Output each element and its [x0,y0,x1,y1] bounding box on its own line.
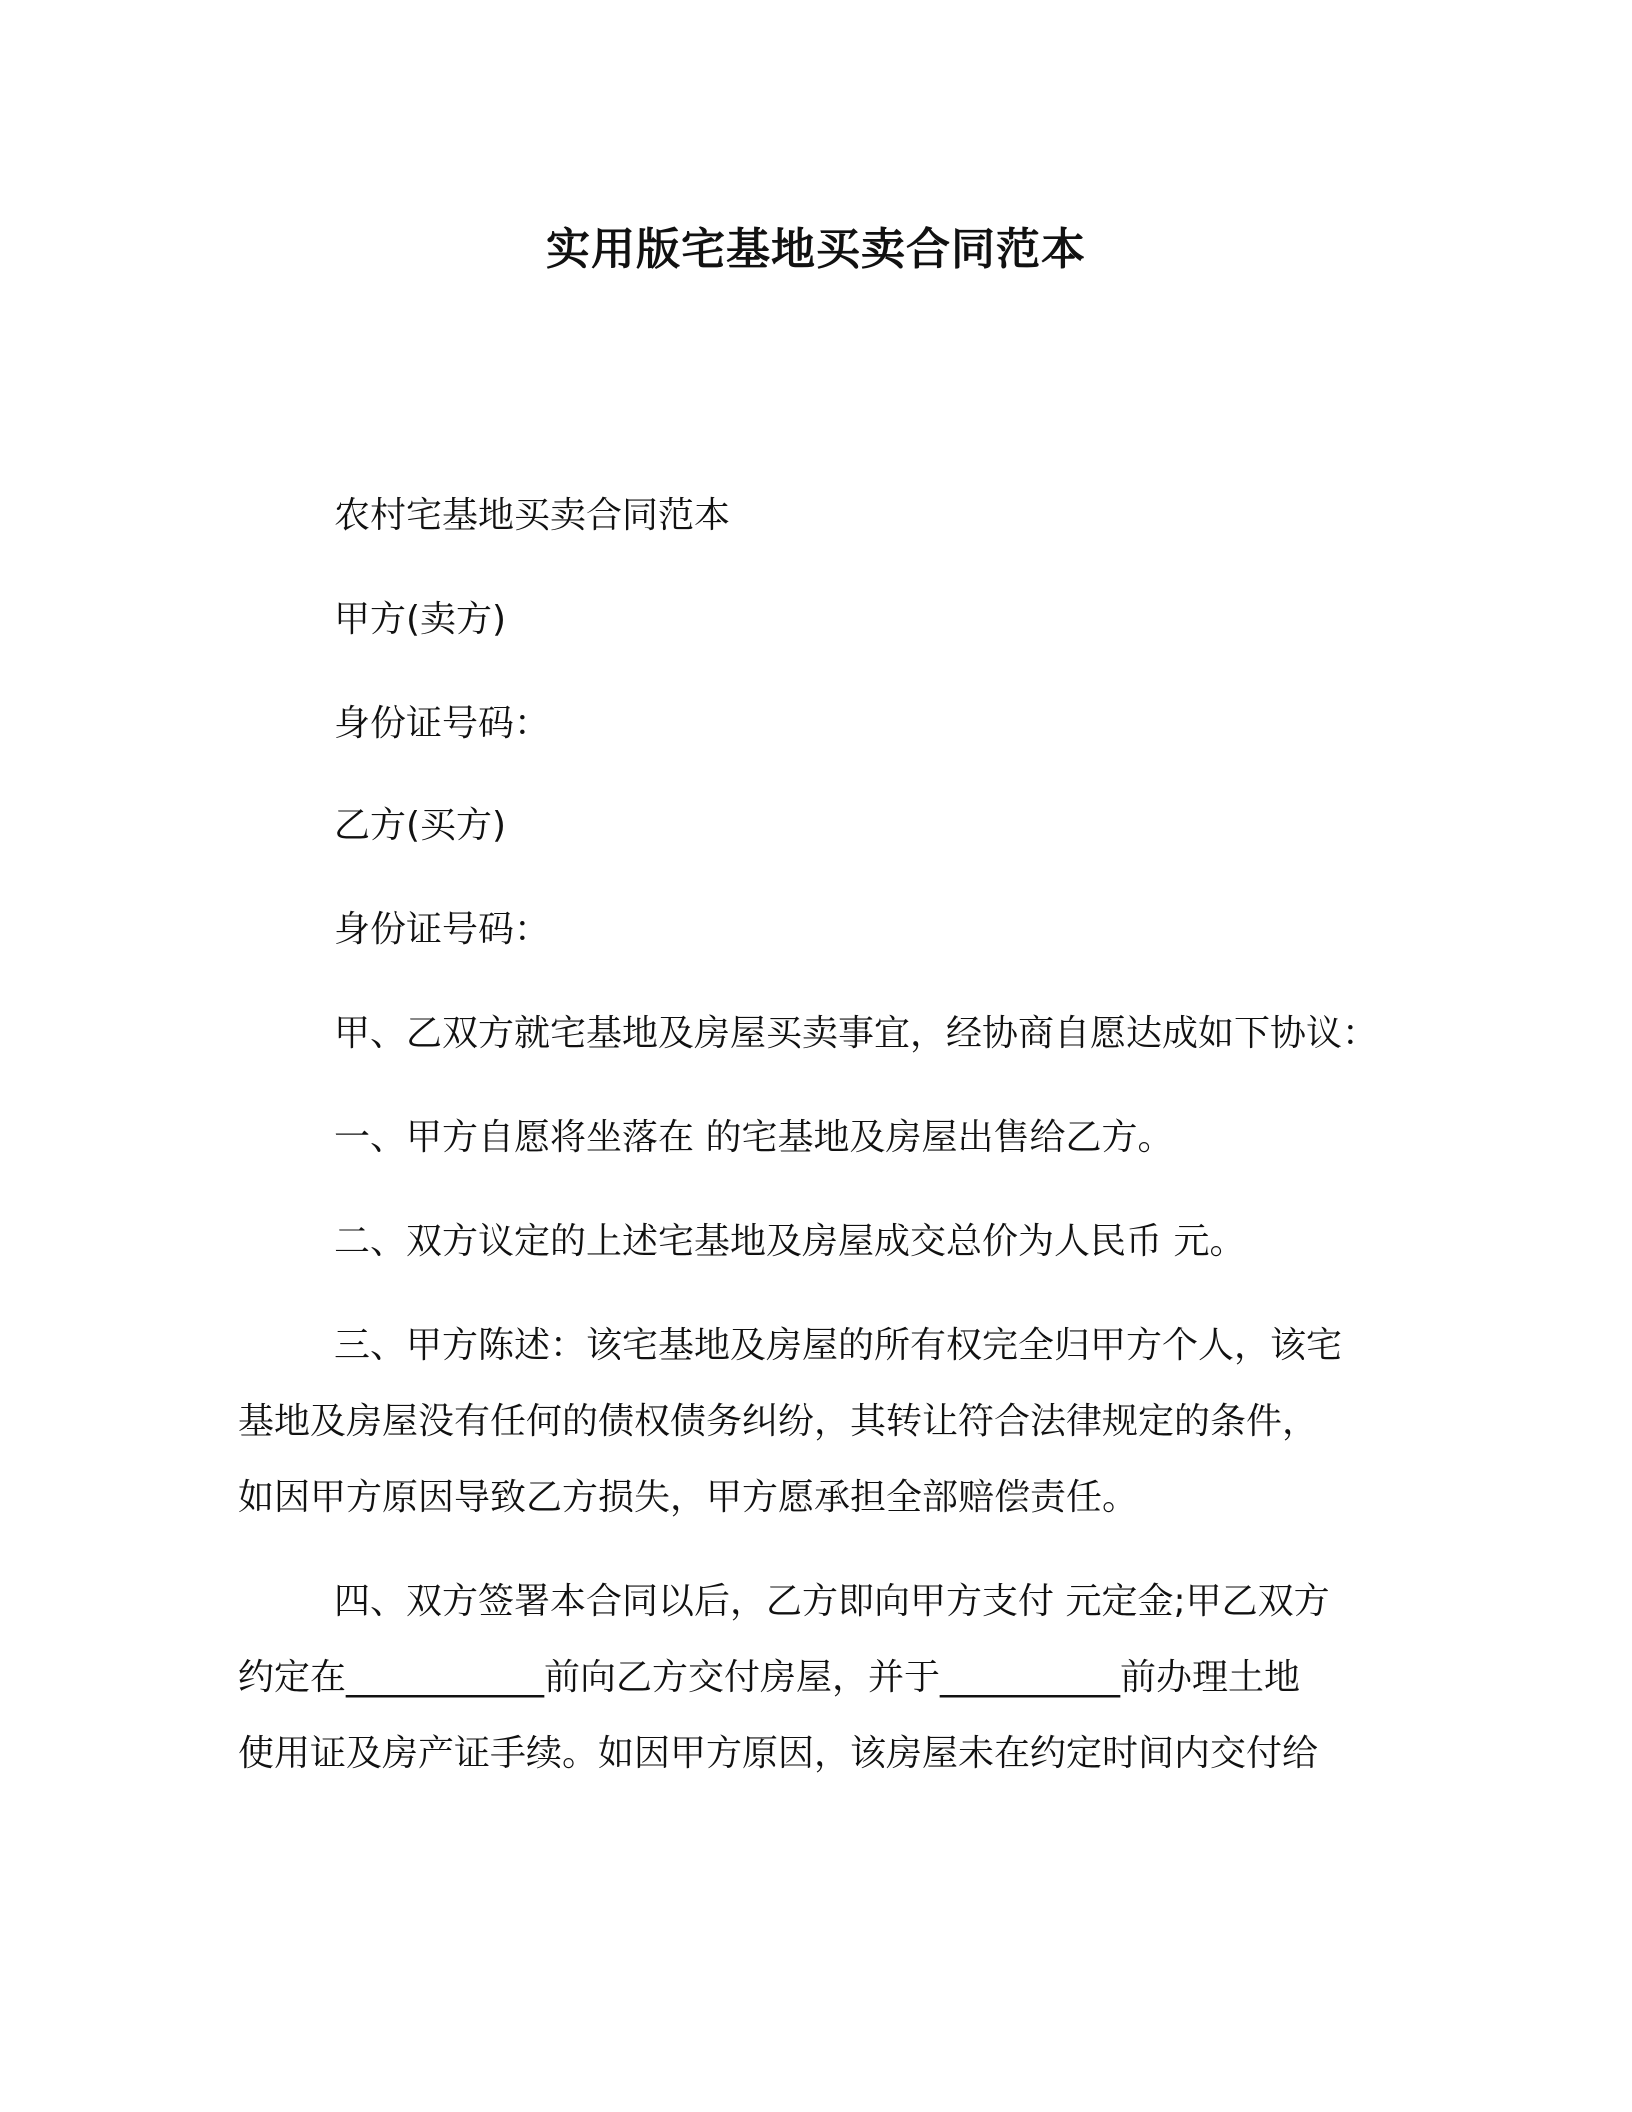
subtitle-paragraph: 农村宅基地买卖合同范本 [334,495,731,536]
clause-2: 二、双方议定的上述宅基地及房屋成交总价为人民币 元。 [334,1221,1246,1262]
clause-3-line-1: 三、甲方陈述：该宅基地及房屋的所有权完全归甲方个人，该宅 [334,1325,1343,1366]
party-b-id-label: 身份证号码： [334,909,551,950]
party-a-id-label: 身份证号码： [334,703,551,744]
clause-4-line-1: 四、双方签署本合同以后，乙方即向甲方支付 元定金;甲乙双方 [334,1581,1330,1622]
agreement-intro: 甲、乙双方就宅基地及房屋买卖事宜，经协商自愿达成如下协议： [334,1013,1379,1054]
party-a-label: 甲方(卖方) [334,599,507,640]
document-title: 实用版宅基地买卖合同范本 [546,224,1086,275]
clause-1: 一、甲方自愿将坐落在 的宅基地及房屋出售给乙方。 [334,1117,1174,1158]
clause-4-line-2: 约定在___________前向乙方交付房屋，并于__________前办理土地 [238,1657,1301,1698]
clause-4-line-3: 使用证及房产证手续。如因甲方原因，该房屋未在约定时间内交付给 [238,1733,1319,1774]
party-b-label: 乙方(买方) [334,805,507,846]
clause-3-line-3: 如因甲方原因导致乙方损失，甲方愿承担全部赔偿责任。 [238,1477,1139,1518]
clause-3-line-2: 基地及房屋没有任何的债权债务纠纷，其转让符合法律规定的条件， [238,1401,1319,1442]
